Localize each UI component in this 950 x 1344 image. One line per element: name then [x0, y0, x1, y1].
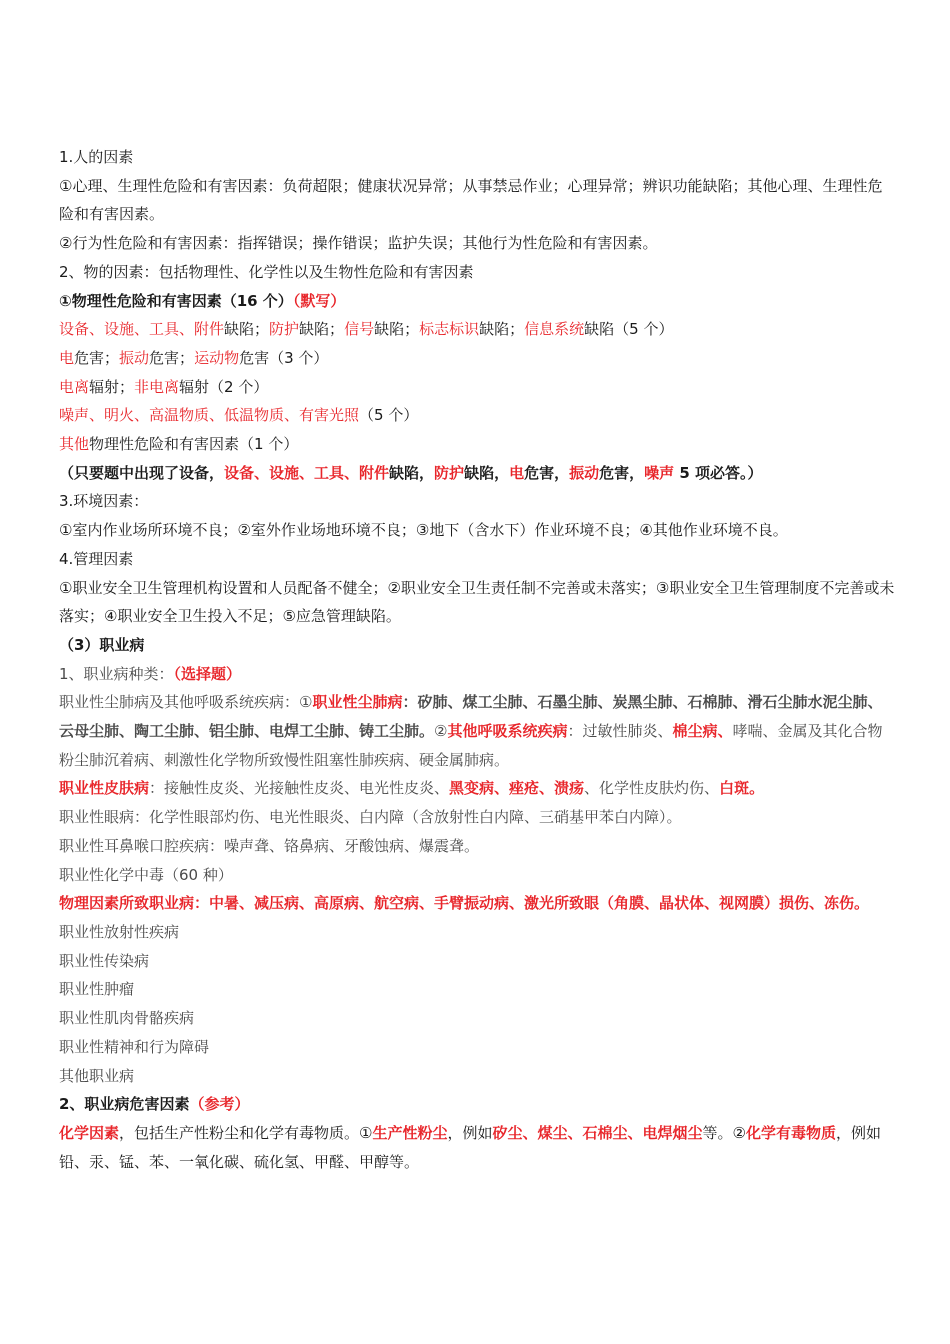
text-line [59, 1033, 897, 1062]
text-span: 危害； [149, 348, 195, 367]
text-span: 其他 [59, 435, 90, 454]
text-line [59, 143, 897, 172]
text-span: ，例如铅、汞、锰、苯、一氧化碳、硫化氢、甲醛、甲醇等。 [59, 1123, 881, 1171]
text-span: 2、物的因素：包括物理性、化学性以及生物性危险和有害因素 [59, 262, 474, 281]
text-span: 1.人的因素 [59, 148, 134, 166]
text-span: 标志标识 [419, 320, 480, 339]
text-span: 黑变病、痤疮、溃疡 [449, 779, 585, 798]
text-span: 5 项必答。） [674, 463, 763, 482]
document-body [59, 143, 897, 1176]
text-span: 辐射； [89, 377, 135, 396]
text-span: 缺陷， [464, 463, 510, 482]
text-line [59, 889, 897, 918]
text-line [59, 947, 897, 976]
text-span: 职业性皮肤病 [59, 779, 150, 798]
text-line [59, 487, 897, 516]
text-span: 辐射（2 个） [179, 377, 269, 396]
text-line [59, 459, 897, 488]
text-span: 缺陷（5 个） [584, 320, 674, 339]
text-span: 、化学性皮肤灼伤、 [584, 779, 720, 798]
text-span: 职业性放射性疾病 [59, 922, 180, 941]
text-line [59, 430, 897, 459]
text-span: 职业性耳鼻喉口腔疾病：噪声聋、铬鼻病、牙酸蚀病、爆震聋。 [59, 836, 480, 855]
text-line [59, 861, 897, 890]
text-span: 等。② [702, 1123, 746, 1142]
text-span: 职业性肌肉骨骼疾病 [59, 1009, 195, 1028]
text-span: 信息系统 [524, 320, 585, 339]
text-span: 1、职业病种类： [59, 664, 174, 683]
text-span: （选择题） [173, 664, 242, 683]
text-line [59, 660, 897, 689]
text-span: （5 个） [359, 406, 419, 425]
text-span: 电 [59, 348, 75, 367]
text-span: ：过敏性肺炎、 [567, 722, 673, 741]
text-span: 设备、设施、工具、附件 [59, 320, 225, 339]
text-span: 职业性尘肺病 [312, 693, 403, 712]
text-span: 缺陷； [479, 320, 525, 339]
text-line [59, 1119, 897, 1176]
text-span: 白斑。 [719, 779, 765, 798]
text-line [59, 832, 897, 861]
text-span: 危害， [599, 463, 645, 482]
text-span: 缺陷； [299, 320, 345, 339]
text-line [59, 688, 897, 774]
text-span: 职业性精神和行为障碍 [59, 1037, 210, 1056]
text-span: 信号 [344, 320, 375, 339]
text-span: 电 [509, 463, 525, 482]
text-span: ，包括生产性粉尘和化学有毒物质。① [119, 1123, 373, 1142]
text-span: 非电离 [134, 377, 180, 396]
text-line [59, 774, 897, 803]
text-span: 职业性化学中毒（60 种） [59, 865, 233, 884]
text-line [59, 574, 897, 631]
text-span: 设备、设施、工具、附件 [224, 463, 390, 482]
text-line [59, 1062, 897, 1091]
text-span: 物理因素所致职业病：中暑、减压病、高原病、航空病、手臂振动病、激光所致眼（角膜、晶状体、视网膜）损伤、冻伤。 [59, 894, 870, 913]
text-span: 振动 [569, 463, 600, 482]
text-span: 生产性粉尘 [372, 1123, 448, 1142]
text-span: （默写） [292, 291, 346, 310]
text-line [59, 287, 897, 316]
text-line [59, 918, 897, 947]
text-span: ②行为性危险和有害因素：指挥错误；操作错误；监护失误；其他行为性危险和有害因素。 [59, 234, 658, 253]
text-span: 防护 [434, 463, 465, 482]
text-line [59, 229, 897, 258]
text-span: 2、职业病危害因素 [59, 1095, 190, 1114]
text-line [59, 545, 897, 574]
text-span: 防护 [269, 320, 300, 339]
text-span: 缺陷， [389, 463, 435, 482]
text-line [59, 315, 897, 344]
text-line [59, 401, 897, 430]
text-span: 棉尘病、 [672, 722, 733, 741]
text-span: （只要题中出现了设备， [59, 463, 225, 482]
text-span: 危害， [524, 463, 570, 482]
text-line [59, 344, 897, 373]
text-span: ，例如 [447, 1123, 493, 1142]
text-span: ：接触性皮炎、光接触性皮炎、电光性皮炎、 [149, 779, 450, 798]
text-span: 哮喘、金属及其化合物粉尘肺沉着病、刺激性化学物所致慢性阻塞性肺疾病、硬金属肺病。 [59, 722, 883, 769]
text-span: ①室内作业场所环境不良；②室外作业场地环境不良；③地下（含水下）作业环境不良；④其他作业环境不良。 [59, 521, 788, 540]
text-line [59, 258, 897, 287]
text-line [59, 373, 897, 402]
text-span: ①物理性危险和有害因素（16 个） [59, 291, 293, 310]
text-span: （参考） [189, 1095, 250, 1114]
text-line [59, 1090, 897, 1119]
text-span: 职业性肿瘤 [59, 980, 135, 999]
text-span: 化学有毒物质 [745, 1123, 836, 1142]
text-span: 3.环境因素： [59, 492, 149, 511]
text-span: 4.管理因素 [59, 549, 134, 568]
text-span: 其他呼吸系统疾病 [447, 722, 568, 741]
text-span: 缺陷； [224, 320, 270, 339]
text-span: 职业性眼病：化学性眼部灼伤、电光性眼炎、白内障（含放射性白内障、三硝基甲苯白内障）。 [59, 808, 682, 827]
text-span: 化学因素 [59, 1123, 120, 1142]
text-line [59, 975, 897, 1004]
text-span: 噪声、明火、高温物质、低温物质、有害光照 [59, 406, 360, 425]
text-line [59, 172, 897, 229]
text-span: 振动 [119, 348, 150, 367]
text-span: 噪声 [644, 463, 675, 482]
text-span: ①职业安全卫生管理机构设置和人员配备不健全；②职业安全卫生责任制不完善或未落实；③职业安全卫生管理制度不完善或未落实；④职业安全卫生投入不足；⑤应急管理缺陷。 [59, 578, 895, 626]
text-span: （3）职业病 [59, 635, 145, 654]
text-span: ①心理、生理性危险和有害因素：负荷超限；健康状况异常；从事禁忌作业；心理异常；辨识功能缺陷；其他心理、生理性危险和有害因素。 [59, 176, 883, 224]
text-span: 危害（3 个） [239, 348, 329, 367]
text-span: 电离 [59, 377, 90, 396]
text-span: 职业性传染病 [59, 951, 150, 970]
text-span: ：矽肺、煤工尘肺、石墨尘肺、炭黑尘肺、石棉肺、滑石尘肺水泥尘肺、云母尘肺、陶工尘肺、铝尘肺、电焊工尘肺、铸工尘肺。 [59, 693, 883, 741]
text-span: ② [434, 722, 448, 741]
text-span: 物理性危险和有害因素（1 个） [89, 435, 299, 454]
text-span: 职业性尘肺病及其他呼吸系统疾病：① [59, 693, 313, 712]
text-span: 矽尘、煤尘、石棉尘、电焊烟尘 [492, 1123, 703, 1142]
text-line [59, 1004, 897, 1033]
text-line [59, 516, 897, 545]
text-span: 运动物 [194, 348, 240, 367]
text-line [59, 803, 897, 832]
text-line [59, 631, 897, 660]
text-span: 缺陷； [374, 320, 420, 339]
text-span: 其他职业病 [59, 1066, 135, 1085]
text-span: 危害； [74, 348, 120, 367]
